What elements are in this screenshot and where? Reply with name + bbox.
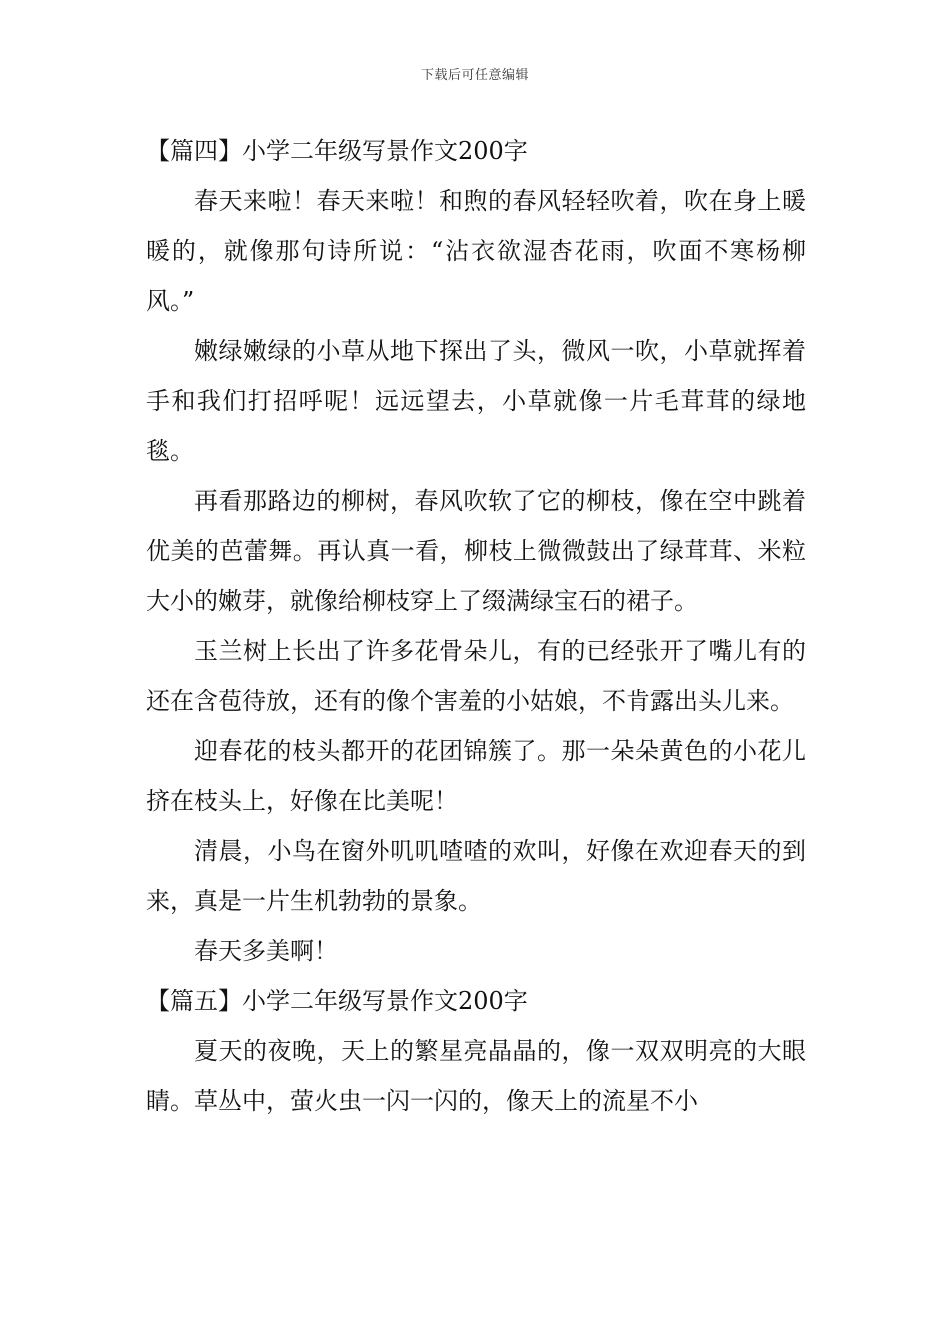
paragraph: 清晨，小鸟在窗外叽叽喳喳的欢叫，好像在欢迎春天的到来，真是一片生机勃勃的景象。 bbox=[146, 837, 806, 915]
page-header: 下载后可任意编辑 bbox=[420, 68, 529, 83]
paragraph: 春天来啦！春天来啦！和煦的春风轻轻吹着，吹在身上暖暖的，就像那句诗所说：“沾衣欲湿杏花雨，吹面不寒杨柳风。” bbox=[146, 187, 806, 315]
paragraph: 嫩绿嫩绿的小草从地下探出了头，微风一吹，小草就挥着手和我们打招呼呢！远远望去，小草就像一片毛茸茸的绿地毯。 bbox=[146, 337, 806, 465]
document-body bbox=[146, 126, 806, 1126]
paragraph: 夏天的夜晚，天上的繁星亮晶晶的，像一双双明亮的大眼睛。草丛中，萤火虫一闪一闪的，像天上的流星不小 bbox=[146, 1037, 806, 1115]
paragraph: 再看那路边的柳树，春风吹软了它的柳枝，像在空中跳着优美的芭蕾舞。再认真一看，柳枝上微微鼓出了绿茸茸、米粒大小的嫩芽，就像给柳枝穿上了缀满绿宝石的裙子。 bbox=[146, 487, 806, 615]
paragraph: 春天多美啊！ bbox=[194, 937, 338, 965]
section-title-5: 【篇五】小学二年级写景作文200字 bbox=[146, 987, 528, 1015]
paragraph: 玉兰树上长出了许多花骨朵儿，有的已经张开了嘴儿有的还在含苞待放，还有的像个害羞的小姑娘，不肯露出头儿来。 bbox=[146, 637, 806, 715]
paragraph: 迎春花的枝头都开的花团锦簇了。那一朵朵黄色的小花儿挤在枝头上，好像在比美呢！ bbox=[146, 737, 806, 815]
section-title-4: 【篇四】小学二年级写景作文200字 bbox=[146, 137, 528, 165]
